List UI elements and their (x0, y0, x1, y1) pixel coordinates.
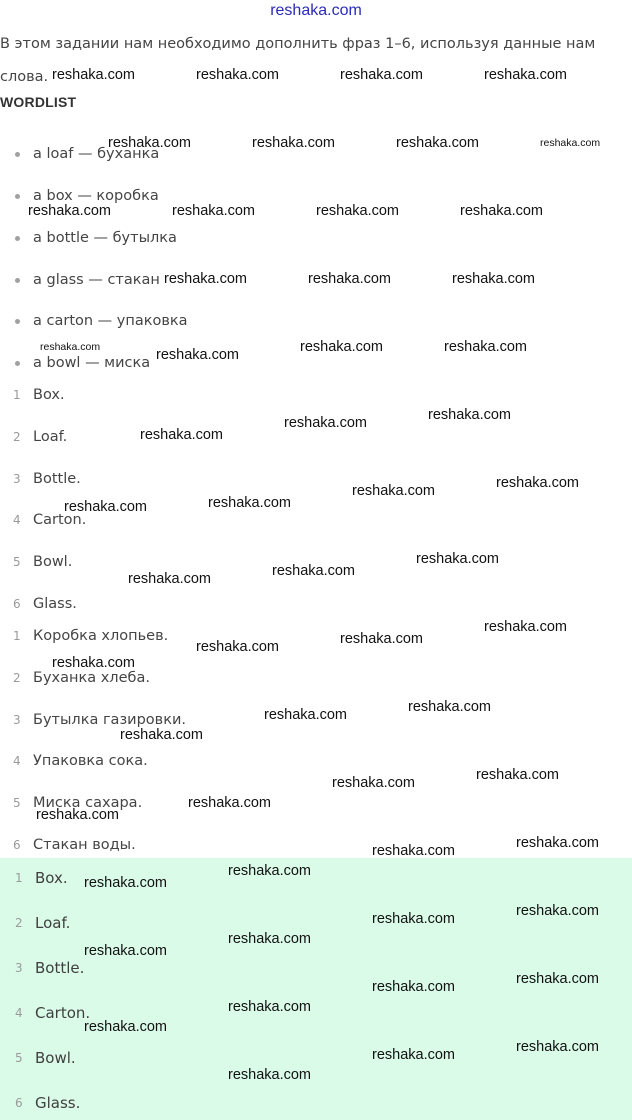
watermark: reshaka.com (516, 903, 600, 919)
item-number: 6 (15, 1096, 23, 1110)
item-text: Буханка хлеба. (33, 670, 150, 686)
watermark: reshaka.com (164, 271, 248, 287)
bullet-icon (15, 361, 20, 366)
wordlist-heading: WORDLIST (0, 94, 77, 110)
wordlist-item (0, 352, 150, 374)
watermark: reshaka.com (340, 67, 424, 83)
watermark: reshaka.com (396, 135, 480, 151)
watermark: reshaka.com (52, 655, 136, 671)
watermark: reshaka.com (308, 271, 392, 287)
item-number: 2 (13, 671, 21, 685)
watermark: reshaka.com (264, 707, 348, 723)
task-intro: В этом задании нам необходимо дополнить фраз 1–6, используя данные нам слова. (0, 36, 596, 85)
answer-block (0, 858, 632, 1120)
bullet-icon (15, 319, 20, 324)
watermark: reshaka.com (140, 427, 224, 443)
item-number: 3 (13, 472, 21, 486)
answer-item (0, 1002, 90, 1024)
watermark: reshaka.com (408, 699, 492, 715)
watermark: reshaka.com (64, 499, 148, 515)
item-text: Упаковка сока. (33, 753, 148, 769)
watermark: reshaka.com (36, 807, 120, 823)
item-number: 5 (13, 796, 21, 810)
list-item (0, 468, 81, 490)
watermark: reshaka.com (372, 911, 456, 927)
item-number: 4 (13, 513, 21, 527)
wordlist-item (0, 269, 160, 291)
list-item (0, 709, 186, 731)
watermark: reshaka.com (196, 639, 280, 655)
answer-item (0, 1092, 80, 1114)
item-text: Стакан воды. (33, 837, 136, 853)
wordlist-item (0, 185, 159, 207)
wordlist-item-text: a loaf — буханка (33, 146, 160, 162)
item-text: Box. (35, 869, 68, 887)
watermark: reshaka.com (196, 67, 280, 83)
watermark: reshaka.com (496, 475, 580, 491)
watermark: reshaka.com (172, 203, 256, 219)
wordlist-item-text: a carton — упаковка (33, 313, 188, 329)
watermark: reshaka.com (108, 135, 192, 151)
watermark: reshaka.com (252, 135, 336, 151)
wordlist-item-text: a bowl — миска (33, 355, 151, 371)
watermark: reshaka.com (372, 1047, 456, 1063)
watermark: reshaka.com (316, 203, 400, 219)
item-text: Bowl. (35, 1049, 76, 1067)
list-item (0, 750, 148, 772)
bullet-icon (15, 194, 20, 199)
answer-item (0, 867, 68, 889)
site-logo[interactable]: reshaka.com (270, 2, 362, 19)
watermark: reshaka.com (372, 979, 456, 995)
watermark: reshaka.com (84, 1019, 168, 1035)
watermark: reshaka.com (416, 551, 500, 567)
watermark: reshaka.com (516, 971, 600, 987)
watermark: reshaka.com (228, 999, 312, 1015)
watermark: reshaka.com (444, 339, 528, 355)
item-number: 3 (13, 713, 21, 727)
watermark: reshaka.com (156, 347, 240, 363)
watermark: reshaka.com (272, 563, 356, 579)
item-text: Loaf. (35, 914, 71, 932)
wordlist-item-text: a bottle — бутылка (33, 230, 177, 246)
item-text: Бутылка газировки. (33, 712, 186, 728)
watermark: reshaka.com (428, 407, 512, 423)
list-item (0, 426, 67, 448)
list-item (0, 667, 150, 689)
watermark: reshaka.com (188, 795, 272, 811)
answer-item (0, 912, 70, 934)
item-number: 6 (13, 597, 21, 611)
item-number: 2 (15, 916, 23, 930)
watermark: reshaka.com (228, 1067, 312, 1083)
watermark: reshaka.com (84, 875, 168, 891)
item-number: 1 (13, 388, 21, 402)
item-text: Bottle. (33, 471, 81, 487)
bullet-icon (15, 278, 20, 283)
watermark: reshaka.com (40, 341, 101, 353)
watermark: reshaka.com (228, 931, 312, 947)
wordlist-item (0, 227, 177, 249)
item-text: Box. (33, 387, 65, 403)
watermark: reshaka.com (300, 339, 384, 355)
watermark: reshaka.com (372, 843, 456, 859)
list-item (0, 625, 168, 647)
bullet-icon (15, 152, 20, 157)
watermark: reshaka.com (128, 571, 212, 587)
item-number: 5 (13, 555, 21, 569)
answer-item (0, 957, 84, 979)
item-text: Loaf. (33, 429, 68, 445)
watermark: reshaka.com (120, 727, 204, 743)
watermark: reshaka.com (484, 67, 568, 83)
bullet-icon (15, 236, 20, 241)
item-number: 4 (13, 754, 21, 768)
item-text: Glass. (35, 1094, 81, 1112)
answer-item (0, 1047, 76, 1069)
item-number: 3 (15, 961, 23, 975)
item-number: 1 (15, 871, 23, 885)
watermark: reshaka.com (476, 767, 560, 783)
watermark: reshaka.com (484, 619, 568, 635)
item-number: 6 (13, 838, 21, 852)
item-text: Миска сахара. (33, 795, 143, 811)
wordlist-item (0, 143, 159, 165)
wordlist-item-text: a box — коробка (33, 188, 159, 204)
watermark: reshaka.com (452, 271, 536, 287)
watermark: reshaka.com (332, 775, 416, 791)
item-number: 4 (15, 1006, 23, 1020)
item-text: Carton. (33, 512, 87, 528)
watermark: reshaka.com (28, 203, 112, 219)
list-item (0, 384, 65, 406)
list-item (0, 792, 142, 814)
watermark: reshaka.com (84, 943, 168, 959)
watermark: reshaka.com (52, 67, 136, 83)
watermark: reshaka.com (208, 495, 292, 511)
watermark: reshaka.com (516, 835, 600, 851)
item-text: Glass. (33, 596, 77, 612)
watermark: reshaka.com (460, 203, 544, 219)
item-number: 1 (13, 629, 21, 643)
list-item (0, 834, 136, 856)
list-item (0, 509, 86, 531)
watermark: reshaka.com (352, 483, 436, 499)
watermark: reshaka.com (340, 631, 424, 647)
watermark: reshaka.com (284, 415, 368, 431)
item-text: Carton. (35, 1004, 91, 1022)
list-item (0, 593, 77, 615)
watermark: reshaka.com (516, 1039, 600, 1055)
watermark: reshaka.com (540, 137, 601, 149)
item-text: Коробка хлопьев. (33, 628, 169, 644)
item-text: Bowl. (33, 554, 73, 570)
wordlist-item (0, 310, 188, 332)
list-item (0, 551, 72, 573)
wordlist-item-text: a glass — стакан (33, 272, 160, 288)
item-text: Bottle. (35, 959, 85, 977)
item-number: 5 (15, 1051, 23, 1065)
item-number: 2 (13, 430, 21, 444)
watermark: reshaka.com (228, 863, 312, 879)
